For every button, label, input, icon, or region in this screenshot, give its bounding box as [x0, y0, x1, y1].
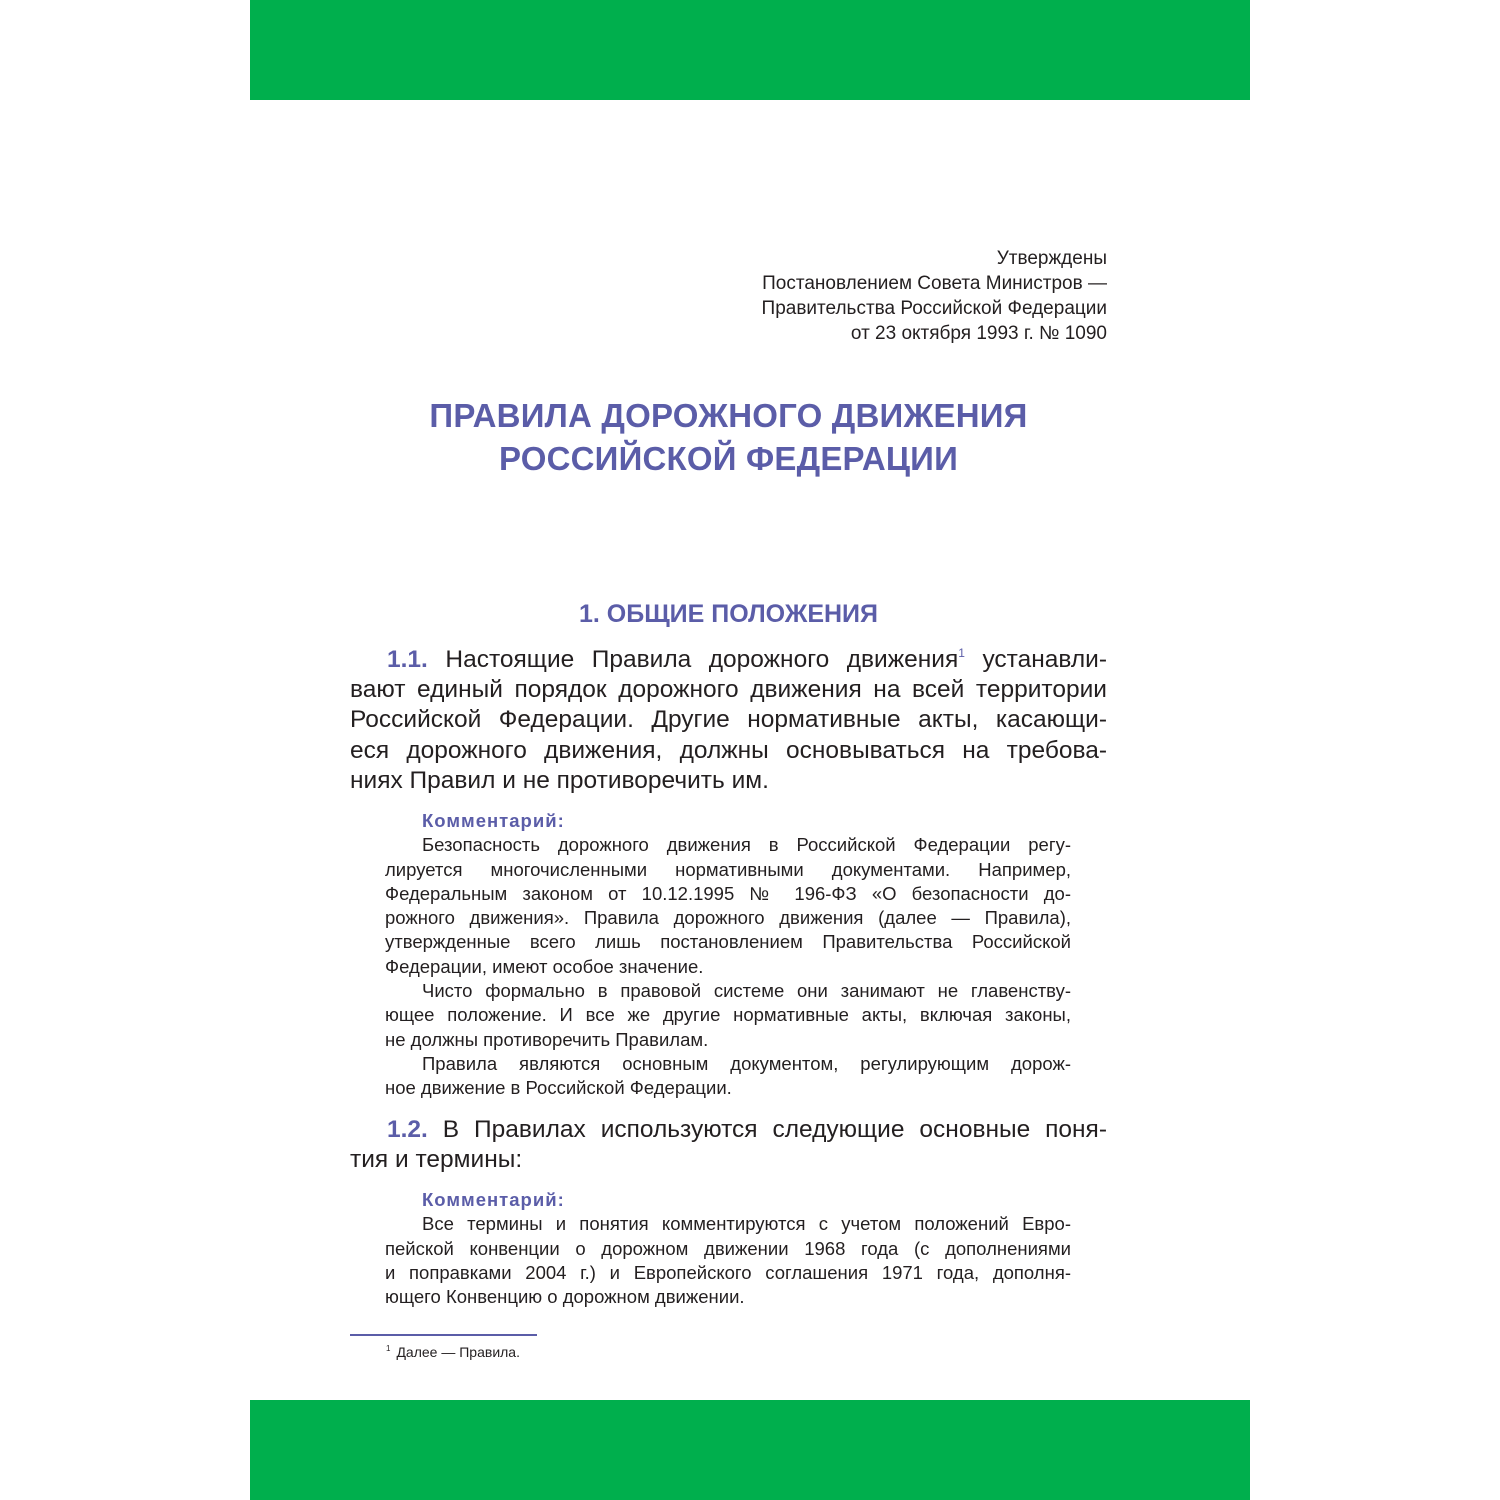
top-green-band — [250, 0, 1250, 100]
comment-2 — [385, 1188, 1071, 1309]
clause-number: 1.2. — [387, 1116, 428, 1143]
footnote-mark: 1 — [386, 1344, 391, 1353]
clause-text: устанавли- — [964, 646, 1107, 673]
approval-line: Правительства Российской Федерации — [761, 298, 1107, 319]
comment-line: Безопасность дорожного движения в Российской Федерации регу- — [422, 834, 1071, 856]
approval-line: Постановлением Совета Министров — — [762, 273, 1107, 294]
clause-line: вают единый порядок дорожного движения на всей территории — [350, 676, 1107, 704]
comment-line: Все термины и понятия комментируются с учетом положений Евро- — [422, 1213, 1071, 1235]
footnote-divider — [350, 1334, 537, 1336]
title-line: ПРАВИЛА ДОРОЖНОГО ДВИЖЕНИЯ — [429, 397, 1028, 434]
clause-number: 1.1. — [387, 646, 428, 673]
clause-line — [350, 1115, 1107, 1145]
approval-line: Утверждены — [996, 248, 1107, 269]
title-line: РОССИЙСКОЙ ФЕДЕРАЦИИ — [498, 440, 959, 477]
clause-line: еся дорожного движения, должны основываться на требова- — [350, 736, 1107, 764]
bottom-green-band — [250, 1400, 1250, 1500]
comment-line: Правила являются основным документом, регулирующим дорож- — [422, 1052, 1071, 1074]
comment-label: Комментарий: — [422, 1189, 565, 1210]
approval-block — [600, 246, 1107, 346]
section-title: 1. ОБЩИЕ ПОЛОЖЕНИЯ — [579, 600, 878, 628]
approval-line: от 23 октября 1993 г. № 1090 — [850, 323, 1107, 344]
footnote-text: Далее — Правила. — [396, 1344, 520, 1360]
clause-line: Российской Федерации. Другие нормативные акты, касающи- — [350, 706, 1107, 734]
comment-label: Комментарий: — [422, 810, 565, 831]
clause-text: В Правилах используются следующие основные поня- — [427, 1116, 1107, 1143]
comment-1 — [385, 809, 1071, 1101]
comment-line: Чисто формально в правовой системе они занимают не главенству- — [422, 980, 1071, 1002]
comment-line: ющего Конвенцию о дорожном движении. — [385, 1286, 745, 1308]
comment-line: Федеральным законом от 10.12.1995 № 196-ФЗ «О безопасности до- — [385, 882, 1071, 904]
clause-text: Настоящие Правила дорожного движения — [427, 646, 959, 673]
clause-line — [350, 645, 1107, 675]
comment-line: лируется многочисленными нормативными документами. Например, — [385, 858, 1071, 880]
footnote-reference[interactable]: 1 — [958, 646, 965, 660]
comment-line: рожного движения». Правила дорожного движения (далее — Правила), — [385, 907, 1071, 929]
footnote — [386, 1342, 520, 1362]
comment-line: пейской конвенции о дорожном движении 1968 года (с дополнениями — [385, 1237, 1071, 1259]
document-title — [350, 394, 1107, 480]
comment-line: не должны противоречить Правилам. — [385, 1028, 709, 1050]
comment-line: Федерации, имеют особое значение. — [385, 955, 704, 977]
clause-1-2 — [350, 1115, 1107, 1175]
comment-line: утвержденные всего лишь постановлением Правительства Российской — [385, 931, 1071, 953]
clause-1-1 — [350, 645, 1107, 796]
comment-line: ющее положение. И все же другие нормативные акты, включая законы, — [385, 1004, 1071, 1026]
comment-line: и поправками 2004 г.) и Европейского соглашения 1971 года, дополня- — [385, 1261, 1071, 1283]
comment-line: ное движение в Российской Федерации. — [385, 1077, 732, 1099]
clause-line: ниях Правил и не противоречить им. — [350, 766, 769, 794]
clause-line: тия и термины: — [350, 1146, 523, 1174]
